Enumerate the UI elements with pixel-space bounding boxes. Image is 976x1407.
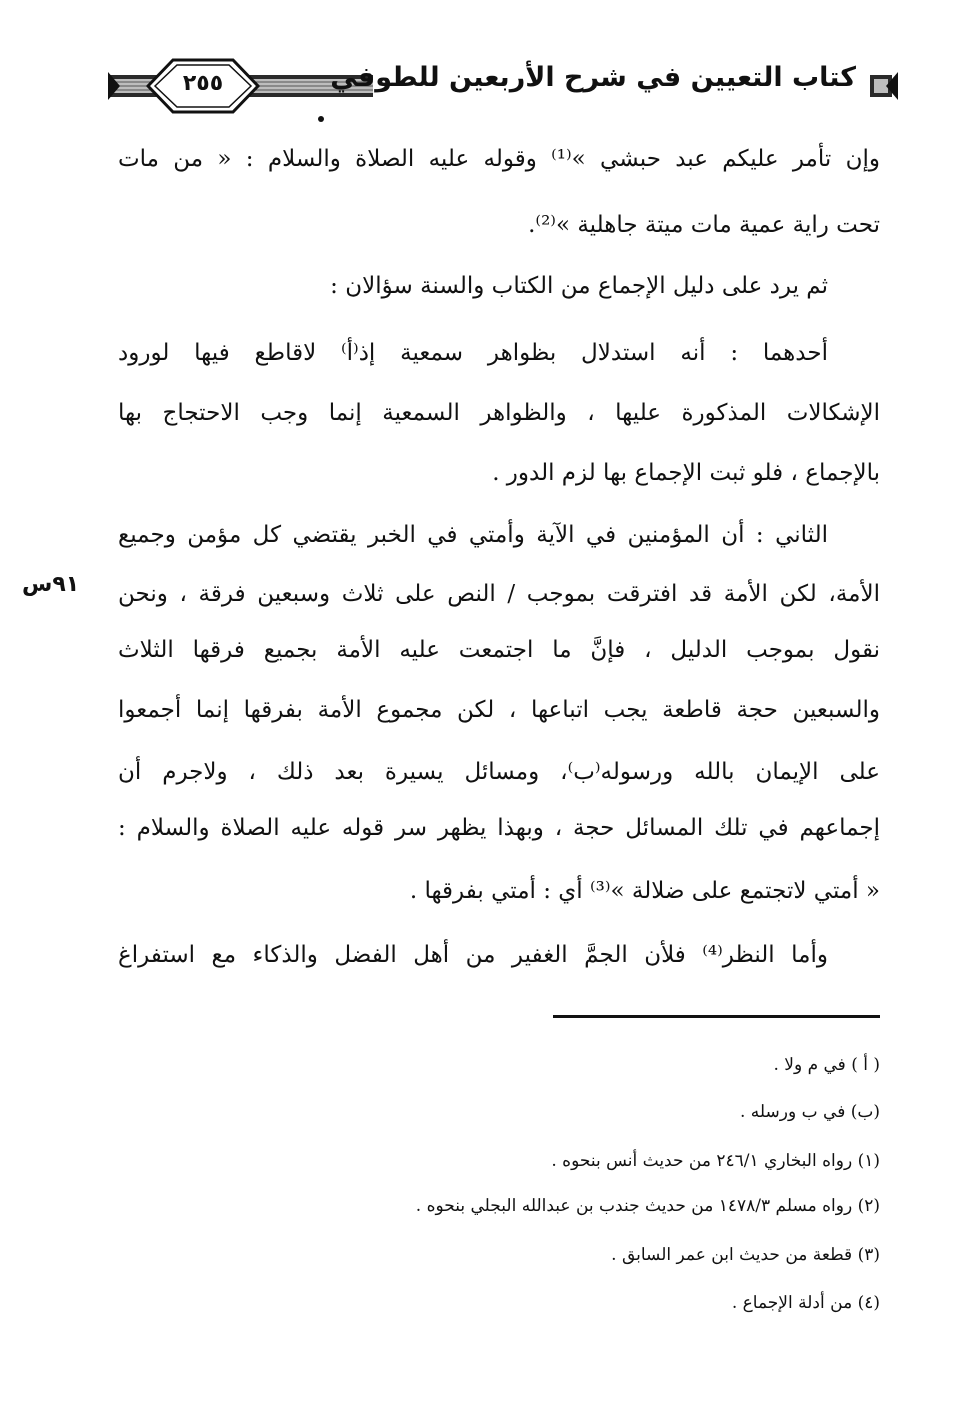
text-line: الثاني : أن المؤمنين في الآية وأمتي في الخبر يقتضي كل مؤمن وجميع: [118, 522, 828, 548]
manuscript-folio-note: ٩١س: [22, 572, 80, 597]
footnote-separator: [553, 1015, 880, 1018]
footnote: (٢) رواه مسلم ١٤٧٨/٣ من حديث جندب بن عبدالله البجلي بنحوه .: [415, 1196, 880, 1216]
text-line: « أمتي لاتجتمع على ضلالة »⁽³⁾ أي : أمتي بفرقها .: [409, 878, 880, 904]
footnote: (٤) من أدلة الإجماع .: [731, 1293, 880, 1313]
text-line: إجماعهم في تلك المسائل حجة ، وبهذا يظهر سر قوله عليه الصلاة والسلام :: [118, 815, 880, 841]
text-line: والسبعين حجة قاطعة يجب اتباعها ، لكن مجموع الأمة بفرقها إنما أجمعوا: [118, 697, 880, 723]
text-line: وإن تأمر عليكم عبد حبشي »⁽¹⁾ وقوله عليه الصلاة والسلام : « من مات: [118, 146, 880, 172]
text-line: بالإجماع ، فلو ثبت الإجماع بها لزم الدور .: [492, 460, 880, 486]
text-line: الأمة، لكن الأمة قد افترقت بموجب / النص على ثلاث وسبعين فرقة ، ونحن: [118, 581, 880, 607]
footnote: (١) رواه البخاري ٢٤٦/١ من حديث أنس بنحوه .: [551, 1151, 880, 1171]
text-line: ثم يرد على دليل الإجماع من الكتاب والسنة سؤالان :: [330, 273, 828, 299]
header-dot: [318, 116, 324, 122]
text-line: الإشكالات المذكورة عليها ، والظواهر السمعية إنما وجب الاحتجاج بها: [118, 400, 880, 426]
footnote: (ب) في ب ورسله .: [740, 1102, 880, 1122]
text-line: أحدهما : أنه استدلال بظواهر سمعية إذ⁽أ⁾ لاقاطع فيها لورود: [118, 340, 828, 366]
text-line: نقول بموجب الدليل ، فإنَّ ما اجتمعت عليه الأمة بجميع فرقها الثلاث: [118, 637, 880, 663]
footnote: ( أ ) في م ولا .: [773, 1055, 880, 1075]
book-title: كتاب التعيين في شرح الأربعين للطوفي: [330, 62, 856, 93]
text-line: على الإيمان بالله ورسوله⁽ب⁾، ومسائل يسيرة بعد ذلك ، ولاجرم أن: [118, 759, 880, 785]
running-header: [108, 50, 898, 130]
footnote: (٣) قطعة من حديث ابن عمر السابق .: [611, 1245, 880, 1265]
text-line: تحت راية عمية مات ميتة جاهلية »⁽²⁾.: [528, 212, 880, 238]
text-line: وأما النظر⁽⁴⁾ فلأن الجمَّ الغفير من أهل الفضل والذكاء مع استفراغ: [118, 942, 828, 968]
page-number: ٢٥٥: [182, 71, 224, 96]
